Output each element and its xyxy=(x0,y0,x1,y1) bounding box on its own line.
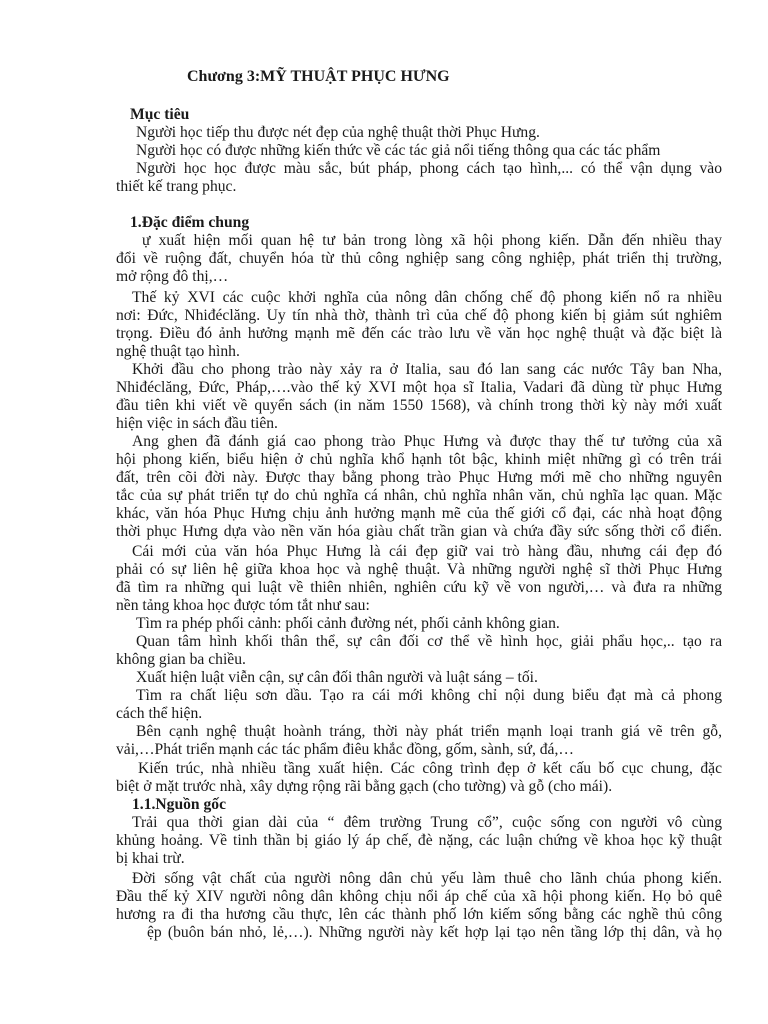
objective-line: Người học học được màu sắc, bút pháp, phong cách tạo hình,... có thể vận dụng vào xyxy=(136,160,722,177)
paragraph-line: đổi về ruộng đất, chuyển hóa từ thủ công nghiệp sang công nghiệp, phát triển thị trường, xyxy=(116,250,722,267)
paragraph-line: thời phục Hưng dựa vào nền văn hóa giàu chất trần gian và chứa đầy sức sống thời cổ điển. xyxy=(116,523,722,540)
paragraph-line: Kiến trúc, nhà nhiều tầng xuất hiện. Các công trình đẹp ở kết cấu bố cục chung, đặc xyxy=(138,760,722,777)
paragraph-line: Quan tâm hình khối thân thể, sự cân đối cơ thể về hình học, giải phẩu học,.. tạo ra xyxy=(136,633,722,650)
paragraph-line: bị khai trừ. xyxy=(116,850,185,867)
paragraph-line: Ang ghen đã đánh giá cao phong trào Phục Hưng và được thay thế tư tưởng của xã xyxy=(132,433,722,450)
paragraph-line: nơi: Đức, Nhiđéclăng. Uy tín nhà thờ, thành trì của chế độ phong kiến bị giảm sút nghiêm xyxy=(116,307,722,324)
paragraph-line: vải,…Phát triển mạnh các tác phẩm điêu khắc đồng, gốm, sành, sứ, đá,… xyxy=(116,741,574,758)
paragraph-line: Thế kỷ XVI các cuộc khởi nghĩa của nông dân chống chế độ phong kiến nổ ra nhiều xyxy=(132,289,722,306)
paragraph-line: Tìm ra chất liệu sơn dầu. Tạo ra cái mới không chỉ nội dung biểu đạt mà cả phong xyxy=(136,687,722,704)
objective-line: Người học có được những kiến thức về các tác giả nổi tiếng thông qua các tác phẩm xyxy=(136,142,661,159)
chapter-title: Chương 3:MỸ THUẬT PHỤC HƯNG xyxy=(187,68,450,85)
paragraph-line: ệp (buôn bán nhỏ, lẻ,…). Những người này kết hợp lại tạo nên tầng lớp thị dân, và họ xyxy=(147,924,722,941)
paragraph-line: ự xuất hiện mối quan hệ tư bản trong lòng xã hội phong kiến. Dẫn đến nhiều thay xyxy=(142,232,722,249)
paragraph-line: đất, trên cõi đời này. Được thay bằng phong trào Phục Hưng mới mẽ cho những nguyên xyxy=(116,469,722,486)
objective-line: Người học tiếp thu được nét đẹp của nghệ thuật thời Phục Hưng. xyxy=(136,124,540,141)
paragraph-line: khác, văn hóa Phục Hưng chịu ảnh hưởng mạnh mẽ của thế giới cổ đại, các nhà hoạt động xyxy=(116,505,722,522)
paragraph-line: hương ra đi tha hương cầu thực, lên các thành phố lớn kiếm sống bằng các nghề thủ công xyxy=(116,906,722,923)
paragraph-line: đã tìm ra những qui luật về thiên nhiên, nghiên cứu kỹ về von người,… và đưa ra những xyxy=(116,579,722,596)
paragraph-line: không gian ba chiều. xyxy=(116,651,246,668)
paragraph-line: phải có sự liên hệ giữa khoa học và nghệ thuật. Và những người nghệ sĩ thời Phục Hưng xyxy=(116,561,722,578)
paragraph-line: nghệ thuật tạo hình. xyxy=(116,343,240,360)
paragraph-line: Nhiđéclăng, Đức, Pháp,….vào thế kỷ XVI một họa sĩ Italia, Vadari đã dùng từ phục Hưng xyxy=(116,379,722,396)
paragraph-line: Tìm ra phép phối cảnh: phối cảnh đường nét, phối cảnh không gian. xyxy=(136,615,560,632)
objective-line: thiết kế trang phục. xyxy=(116,178,237,195)
paragraph-line: hội phong kiến, biểu hiện ở chủ nghĩa khổ hạnh tôt bậc, khinh miệt những gì có trên trái xyxy=(116,451,722,468)
paragraph-line: khủng hoảng. Về tinh thần bị giáo lý áp chế, đè nặng, các luận chứng về khoa học kỹ thuật xyxy=(116,832,722,849)
paragraph-line: đầu tiên khi viết về quyển sách (in năm 1550 1568), và chính trong thời kỳ này mới xuất xyxy=(116,397,722,414)
paragraph-line: Trải qua thời gian dài của “ đêm trường Trung cổ”, cuộc sống con người vô cùng xyxy=(132,814,722,831)
paragraph-line: mở rộng đô thị,… xyxy=(116,268,229,285)
paragraph-line: hiện việc in sách đầu tiên. xyxy=(116,415,278,432)
paragraph-line: nền tảng khoa học được tóm tắt như sau: xyxy=(116,597,370,614)
paragraph-line: Đầu thế kỷ XIV người nông dân không chịu nổi áp chế của xã hội phong kiến. Họ bỏ quê xyxy=(116,888,722,905)
paragraph-line: Bên cạnh nghệ thuật hoành tráng, thời này phát triển mạnh loại tranh giá vẽ trên gỗ, xyxy=(136,723,722,740)
paragraph-line: biệt ở mặt trước nhà, xây dựng rộng rãi bằng gạch (cho tường) và gỗ (cho mái). xyxy=(116,778,613,795)
objectives-heading: Mục tiêu xyxy=(130,106,190,123)
paragraph-line: Cái mới của văn hóa Phục Hưng là cái đẹp giữ vai trò hàng đầu, nhưng cái đẹp đó xyxy=(132,543,722,560)
paragraph-line: tắc của sự phát triển tự do chủ nghĩa cá nhân, chủ nghĩa nhân văn, chủ nghĩa lạc quan. Mặc xyxy=(116,487,722,504)
paragraph-line: Đời sống vật chất của người nông dân chủ yếu làm thuê cho lãnh chúa phong kiến. xyxy=(132,870,722,887)
paragraph-line: trọng. Điều đó ảnh hưởng mạnh mẽ đến các trào lưu về văn học nghệ thuật và đặc biệt là xyxy=(116,325,722,342)
paragraph-line: cách thể hiện. xyxy=(116,705,203,722)
paragraph-line: Khởi đầu cho phong trào này xảy ra ở Italia, sau đó lan sang các nước Tây ban Nha, xyxy=(132,361,722,378)
paragraph-line: Xuất hiện luật viễn cận, sự cân đối thân người và luật sáng – tối. xyxy=(136,669,538,686)
section-heading: 1.Đặc điểm chung xyxy=(130,214,250,231)
subsection-heading: 1.1.Nguồn gốc xyxy=(132,796,227,813)
